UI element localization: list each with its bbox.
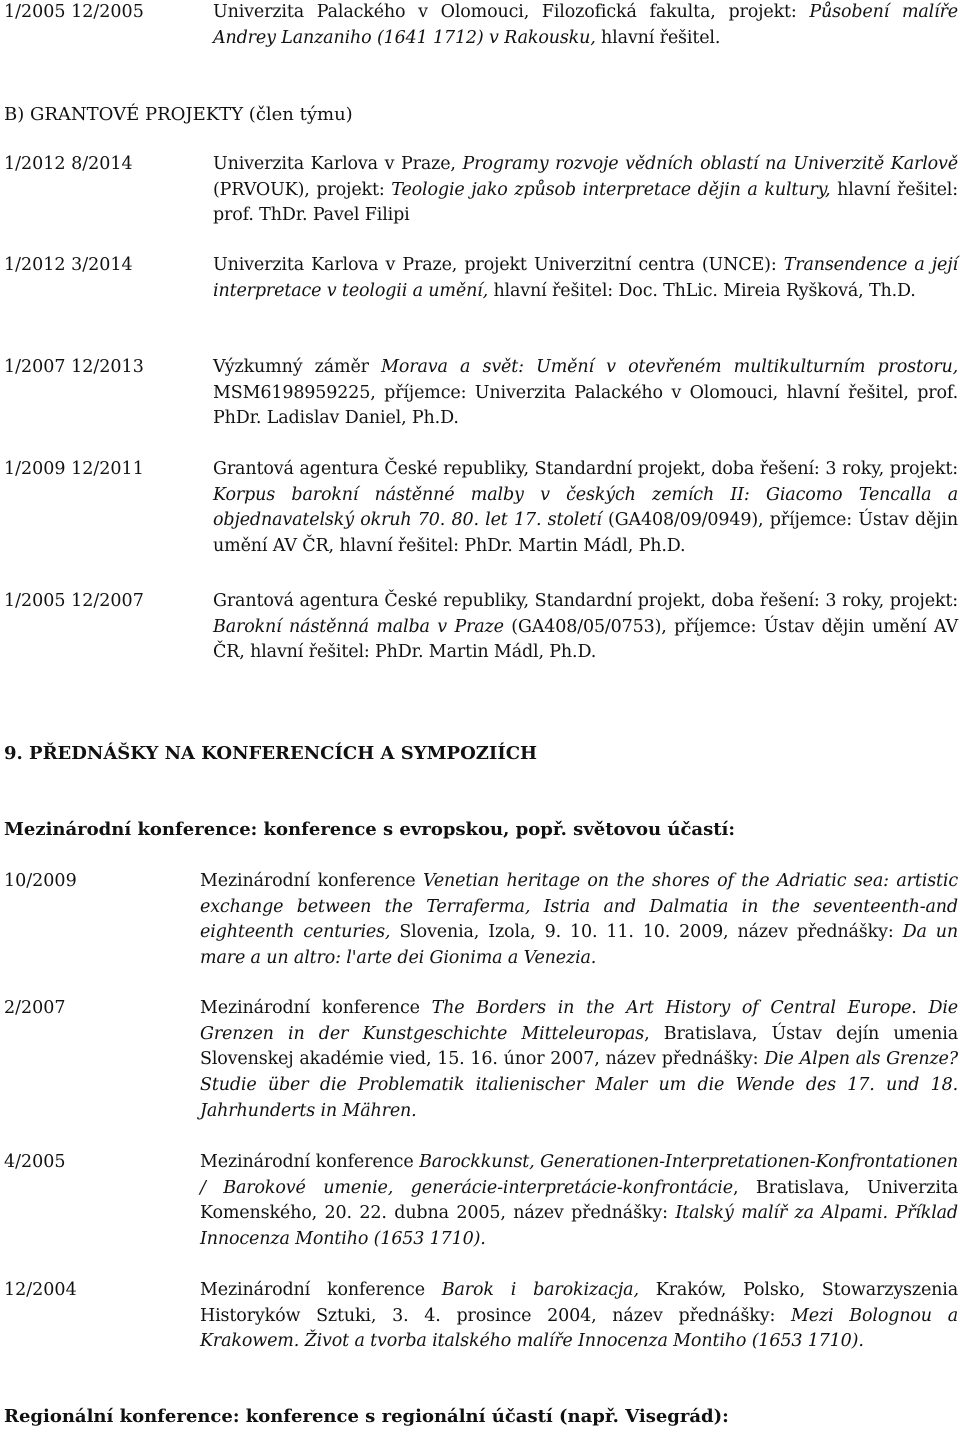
italic-title-text: Da un mare a un altro: l'arte dei Gionima a Venezia. <box>200 922 958 969</box>
entry-text <box>213 152 958 229</box>
italic-title-text: Působení malíře Andrey Lanzaniho (1641 1712) v Rakousku, <box>213 2 958 48</box>
entry-date: 10/2009 <box>4 871 77 891</box>
entry-date: 1/2005 12/2005 <box>4 2 144 22</box>
text-segment: Mezinárodní konference <box>200 1280 442 1300</box>
italic-title-text: Mezi Bolognou a Krakowem. Život a tvorba italského malíře Innocenza Montiho (1653 1710). <box>200 1305 958 1352</box>
text-segment: Grantová agentura České republiky, Standardní projekt, doba řešení: 3 roky, projekt: <box>213 459 958 479</box>
italic-title-text: Italský malíř za Alpami. Příklad Innocenza Montiho (1653 1710). <box>200 1203 958 1250</box>
entry-date: 1/2005 12/2007 <box>4 591 144 611</box>
text-segment: MSM6198959225, příjemce: Univerzita Palackého v Olomouci, hlavní řešitel, prof. PhDr. Ladislav Daniel, Ph.D. <box>213 382 958 429</box>
text-segment: , Bratislava, Univerzita Komenského, 20. 22. dubna 2005, název přednášky: <box>200 1177 958 1224</box>
text-segment: Univerzita Karlova v Praze, projekt Univerzitní centra (UNCE): <box>213 255 784 275</box>
entry-text <box>213 253 958 304</box>
text-segment: Výzkumný záměr <box>213 357 382 377</box>
entry-text <box>200 1278 958 1355</box>
entry-text <box>200 996 958 1125</box>
text-segment: Kraków, Polsko, Stowarzyszenia Historyków Sztuki, 3. 4. prosince 2004, název přednášky: <box>200 1280 959 1326</box>
text-segment: Mezinárodní konference <box>200 871 423 891</box>
text-segment: hlavní řešitel: prof. ThDr. Pavel Filipi <box>213 179 958 226</box>
grant-projects-heading: B) GRANTOVÉ PROJEKTY (člen týmu) <box>4 104 353 125</box>
entry-text <box>213 0 958 51</box>
section-9-heading: 9. PŘEDNÁŠKY NA KONFERENCÍCH A SYMPOZIÍCH <box>4 743 538 764</box>
italic-title-text: Transendence a její interpretace v teologii a umění, <box>213 255 958 301</box>
text-segment: (PRVOUK), projekt: <box>213 179 392 200</box>
entry-date: 12/2004 <box>4 1280 77 1300</box>
italic-title-text: Teologie jako způsob interpretace dějin a kultury, <box>391 179 831 200</box>
entry-date: 4/2005 <box>4 1152 66 1172</box>
italic-title-text: Barok i barokizacja, <box>441 1280 639 1300</box>
entry-date: 1/2012 3/2014 <box>4 255 133 275</box>
italic-title-text: Barockkunst, Generationen-Interpretationen-Konfrontationen / Barokové umenie, generácie-interpretácie-konfrontácie <box>200 1152 958 1198</box>
entry-date: 1/2007 12/2013 <box>4 357 144 377</box>
italic-title-text: Korpus barokní nástěnné malby v českých zemích II: Giacomo Tencalla a objednavatelský okruh 70. 80. let 17. století <box>213 484 958 531</box>
entry-text <box>213 355 958 432</box>
italic-title-text: Die Alpen als Grenze? Studie über die Problematik italienischer Maler um die Wende des 17. und 18. Jahrhunderts in Mähren. <box>200 1049 958 1121</box>
entry-text <box>213 457 958 560</box>
regional-conferences-heading: Regionální konference: konference s regionální účastí (např. Visegrád): <box>4 1406 729 1427</box>
text-segment: (GA408/09/0949), příjemce: Ústav dějin umění AV ČR, hlavní řešitel: PhDr. Martin Mádl, Ph.D. <box>213 510 958 557</box>
text-segment: , Bratislava, Ústav dejín umenia Slovenskej akadémie vied, 15. 16. únor 2007, název přednášky: <box>200 1023 959 1070</box>
italic-title-text: Programy rozvoje vědních oblastí na Univerzitě Karlově <box>462 154 958 174</box>
entry-date: 2/2007 <box>4 998 66 1018</box>
text-segment: Univerzita Karlova v Praze, <box>213 154 463 174</box>
text-segment: Slovenia, Izola, 9. 10. 11. 10. 2009, název přednášky: <box>390 922 903 943</box>
text-segment: Univerzita Palackého v Olomouci, Filozofická fakulta, projekt: <box>213 2 810 22</box>
text-segment: Mezinárodní konference <box>200 1152 420 1172</box>
text-segment: Mezinárodní konference <box>200 998 432 1018</box>
entry-date: 1/2009 12/2011 <box>4 459 144 479</box>
italic-title-text: The Borders in the Art History of Central Europe. Die Grenzen in der Kunstgeschichte Mitteleuropas <box>200 998 958 1044</box>
entry-text <box>200 869 958 972</box>
italic-title-text: Morava a svět: Umění v otevřeném multikulturním prostoru, <box>381 357 958 377</box>
text-segment: hlavní řešitel. <box>595 27 721 48</box>
entry-date: 1/2012 8/2014 <box>4 154 133 174</box>
entry-text <box>200 1150 958 1253</box>
international-conferences-heading: Mezinárodní konference: konference s evropskou, popř. světovou účastí: <box>4 819 736 840</box>
text-segment: Grantová agentura České republiky, Standardní projekt, doba řešení: 3 roky, projekt: <box>213 591 958 611</box>
text-segment: (GA408/05/0753), příjemce: Ústav dějin umění AV ČR, hlavní řešitel: PhDr. Martin Mádl, Ph.D. <box>213 616 958 663</box>
entry-text <box>213 589 958 666</box>
text-segment: hlavní řešitel: Doc. ThLic. Mireia Ryšková, Th.D. <box>488 280 916 301</box>
italic-title-text: Barokní nástěnná malba v Praze <box>213 616 504 637</box>
italic-title-text: Venetian heritage on the shores of the Adriatic sea: artistic exchange between the Terraferma, Istria and Dalmatia in the seventeenth-and eighteenth centuries, <box>200 871 959 943</box>
